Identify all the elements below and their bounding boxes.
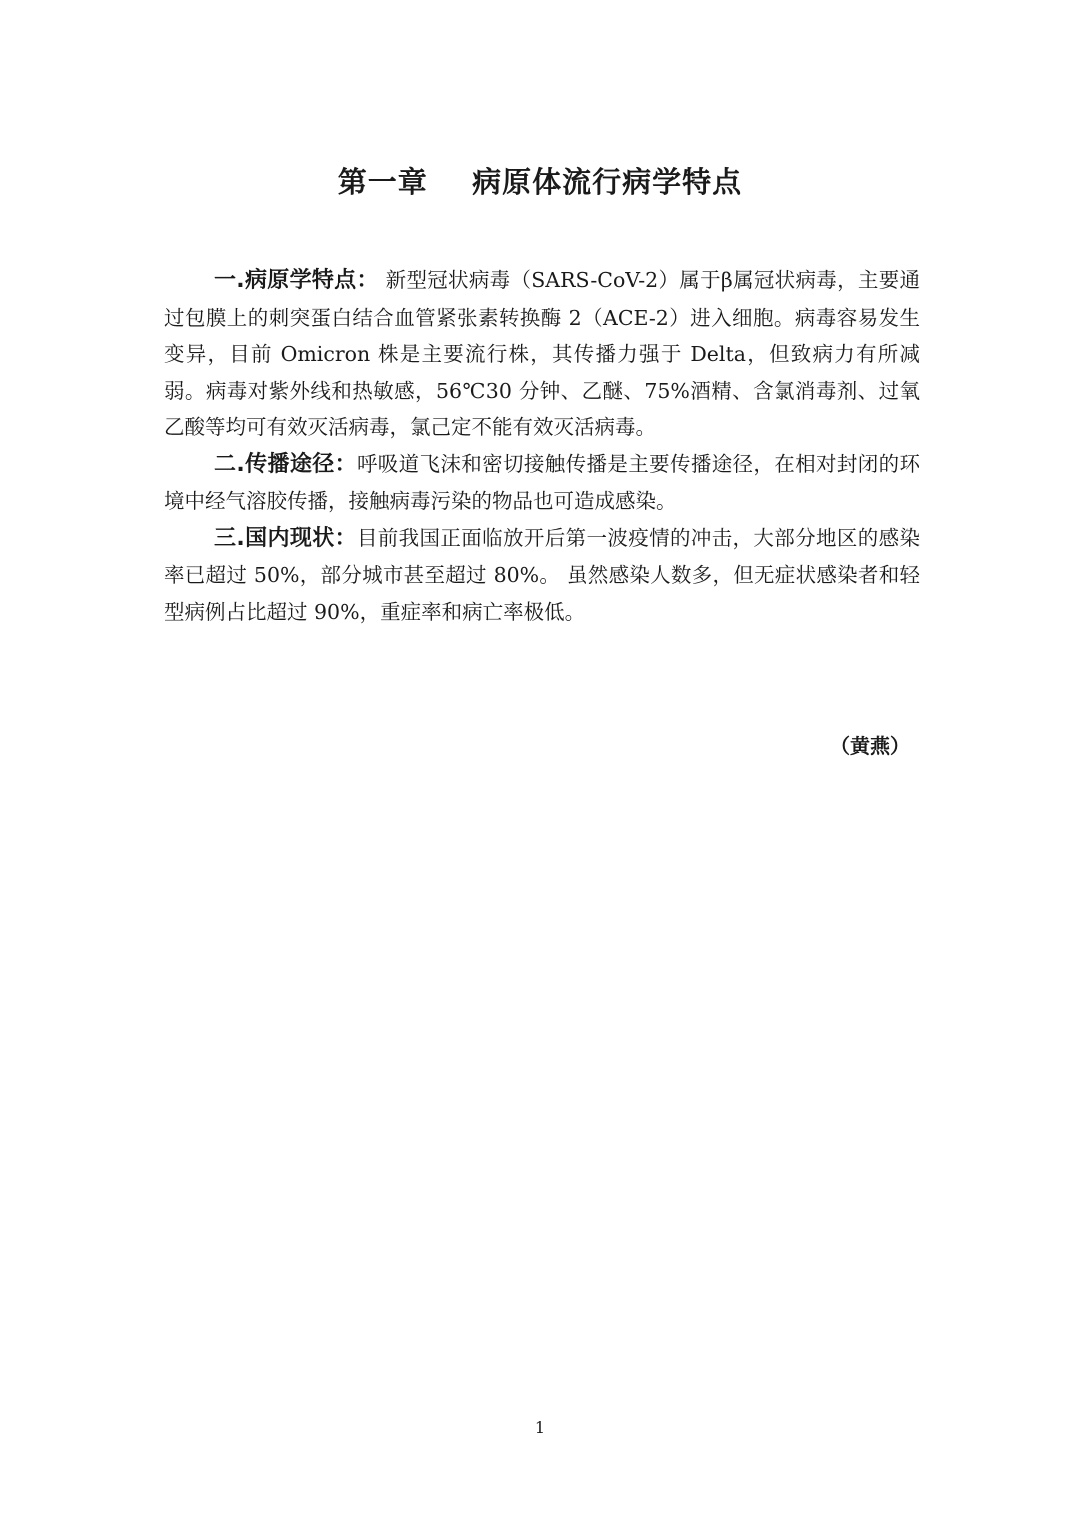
section-heading: 一.病原学特点： [214,268,379,293]
chapter-title: 第一章 病原体流行病学特点 [337,165,743,199]
section-heading: 二.传播途径： [214,451,357,477]
author: （黄燕） [830,734,910,758]
body-text [164,262,920,630]
section-text: 新型冠状病毒（SARS-CoV-2）属于β属冠状病毒，主要通过包膜上的刺突蛋白结合血管紧张素转换酶 2（ACE-2）进入细胞。病毒容易发生变异，目前 Omicron 株是主要流行株，其传播力强于 Delta，但致病力有所减弱。病毒对紫外线和热敏感，56℃30 分钟、乙醚、75%酒精、含氯消毒剂、过氧乙酸等均可有效灭活病毒，氯己定不能有效灭活病毒。 [164,268,921,439]
page-number: 1 [534,1418,546,1437]
section-text: 目前我国正面临放开后第一波疫情的冲击，大部分地区的感染率已超过 50%，部分城市甚至超过 80%。 虽然感染人数多，但无症状感染者和轻型病例占比超过 90%，重症率和病亡率极低。 [164,525,921,624]
section-text: 呼吸道飞沫和密切接触传播是主要传播途径，在相对封闭的环境中经气溶胶传播，接触病毒污染的物品也可造成感染。 [164,451,921,513]
section-heading: 三.国内现状： [214,525,357,551]
section-transmission [164,446,920,520]
section-domestic-status [164,520,920,631]
section-pathogen [164,262,920,446]
